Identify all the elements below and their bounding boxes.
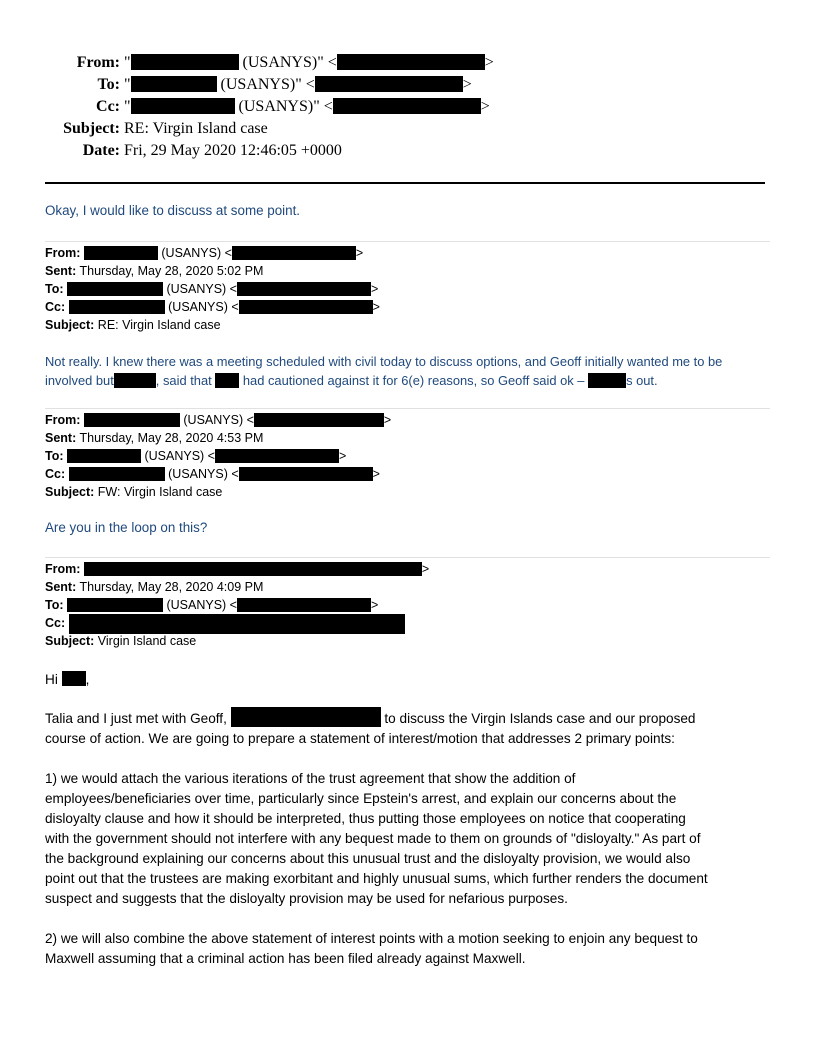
redaction-block (84, 246, 158, 260)
body-line: 1) we would attach the various iterations of the trust agreement that show the addition of (45, 771, 576, 786)
redaction-block (254, 413, 384, 427)
redaction-block (67, 598, 163, 612)
cc-label: Cc: (45, 616, 66, 630)
date-value: Fri, 29 May 2020 12:46:05 +0000 (124, 142, 342, 159)
cc-label: Cc: (45, 300, 66, 314)
quote: " (124, 98, 131, 115)
message-separator (45, 408, 770, 409)
body-line: point out that the trustees are making exorbitant and highly unusual sums, which further renders the document (45, 871, 708, 886)
quote: " (124, 76, 131, 93)
subject-label: Subject: (45, 485, 95, 499)
quoted-header (45, 244, 380, 334)
to-label: To: (97, 76, 120, 93)
close-angle: > (371, 282, 379, 296)
sent-label: Sent: (45, 431, 77, 445)
redaction-block (237, 598, 371, 612)
body-line: Not really. I knew there was a meeting scheduled with civil today to discuss options, and Geoff initially wanted me to be (45, 354, 723, 369)
cc-label: Cc: (96, 98, 120, 115)
close-angle: > (462, 76, 472, 93)
redaction-block (337, 54, 485, 70)
body-line: Maxwell assuming that a criminal action has been filed already against Maxwell. (45, 951, 526, 966)
email-header (0, 52, 816, 162)
from-label: From: (45, 246, 81, 260)
header-from-row (0, 52, 816, 74)
header-to-row (0, 74, 816, 96)
to-label: To: (45, 598, 64, 612)
message-separator (45, 557, 770, 558)
sent-value: Thursday, May 28, 2020 4:53 PM (79, 431, 264, 445)
usanys-label: (USANYS) < (183, 413, 254, 427)
paragraph-point-1 (45, 769, 775, 909)
body-line: suspect and suggests that the disloyalty provision may be used for nefarious purposes. (45, 891, 568, 906)
usanys-label: (USANYS) < (144, 449, 215, 463)
subject-value: RE: Virgin Island case (97, 318, 221, 332)
usanys-suffix: (USANYS)" < (220, 76, 315, 93)
body-line: course of action. We are going to prepare a statement of interest/motion that addresses 2 primary points: (45, 731, 675, 746)
close-angle: > (339, 449, 347, 463)
close-angle: > (383, 413, 392, 427)
sent-value: Thursday, May 28, 2020 5:02 PM (79, 264, 264, 278)
redaction-block (315, 76, 463, 92)
redaction-block (114, 373, 156, 388)
greeting: Hi , (45, 672, 90, 687)
subject-value: RE: Virgin Island case (124, 120, 268, 137)
redaction-block (67, 449, 141, 463)
header-divider (45, 182, 765, 184)
body-line: with the government should not interfere with any bequest made to them on grounds of "disloyalty." As part of (45, 831, 701, 846)
redaction-block (231, 707, 381, 727)
quote: " (124, 54, 131, 71)
redaction-block (215, 449, 339, 463)
reply-text: Okay, I would like to discuss at some point. (45, 203, 301, 218)
close-angle: > (421, 562, 430, 576)
body-line: disloyalty clause and how it should be interpreted, thus putting those employees on notice that cooperating (45, 811, 686, 826)
header-cc-row (0, 96, 816, 118)
close-angle: > (372, 467, 380, 481)
usanys-label: (USANYS) < (168, 300, 239, 314)
redaction-block (84, 562, 422, 576)
usanys-suffix: (USANYS)" < (242, 54, 337, 71)
body-line: the background explaining our concerns about this unusual trust and the disloyalty provision, we would also (45, 851, 691, 866)
close-angle: > (371, 598, 379, 612)
redaction-block (215, 373, 239, 388)
redaction-block (67, 282, 163, 296)
close-angle: > (355, 246, 364, 260)
cc-label: Cc: (45, 467, 66, 481)
close-angle: > (372, 300, 380, 314)
quoted-header (45, 411, 391, 501)
redaction-block (62, 671, 86, 686)
header-date-row (0, 140, 816, 162)
redaction-block (239, 467, 373, 481)
subject-label: Subject: (63, 120, 120, 137)
redaction-block (333, 98, 481, 114)
message-body (45, 352, 775, 390)
redaction-block (131, 76, 217, 92)
from-label: From: (45, 413, 81, 427)
message-body: Are you in the loop on this? (45, 520, 208, 535)
body-line: 2) we will also combine the above statement of interest points with a motion seeking to enjoin any bequest to (45, 931, 698, 946)
quoted-header (45, 560, 429, 650)
sent-value: Thursday, May 28, 2020 4:09 PM (79, 580, 264, 594)
redaction-block (69, 467, 165, 481)
usanys-label: (USANYS) < (168, 467, 239, 481)
redaction-block (237, 282, 371, 296)
redaction-block (69, 300, 165, 314)
body-line: involved but , said that had cautioned against it for 6(e) reasons, so Geoff said ok – s out. (45, 373, 658, 388)
subject-label: Subject: (45, 318, 95, 332)
sent-label: Sent: (45, 580, 77, 594)
date-label: Date: (82, 142, 120, 159)
usanys-label: (USANYS) < (161, 246, 232, 260)
close-angle: > (484, 54, 494, 71)
subject-value: FW: Virgin Island case (97, 485, 223, 499)
close-angle: > (480, 98, 490, 115)
subject-label: Subject: (45, 634, 95, 648)
redaction-block (69, 614, 405, 634)
usanys-suffix: (USANYS)" < (238, 98, 333, 115)
paragraph-point-2 (45, 929, 775, 969)
usanys-label: (USANYS) < (166, 282, 237, 296)
usanys-label: (USANYS) < (166, 598, 237, 612)
to-label: To: (45, 282, 64, 296)
redaction-block (239, 300, 373, 314)
body-line: Talia and I just met with Geoff, to discuss the Virgin Islands case and our proposed (45, 709, 775, 729)
redaction-block (84, 413, 180, 427)
from-label: From: (76, 54, 120, 71)
redaction-block (232, 246, 356, 260)
to-label: To: (45, 449, 64, 463)
redaction-block (131, 98, 235, 114)
sent-label: Sent: (45, 264, 77, 278)
subject-value: Virgin Island case (97, 634, 197, 648)
redaction-block (131, 54, 239, 70)
paragraph-intro (45, 709, 775, 749)
redaction-block (588, 373, 626, 388)
header-subject-row (0, 118, 816, 140)
from-label: From: (45, 562, 81, 576)
message-separator (45, 241, 770, 242)
body-line: employees/beneficiaries over time, particularly since Epstein's arrest, and explain our concerns about the (45, 791, 677, 806)
